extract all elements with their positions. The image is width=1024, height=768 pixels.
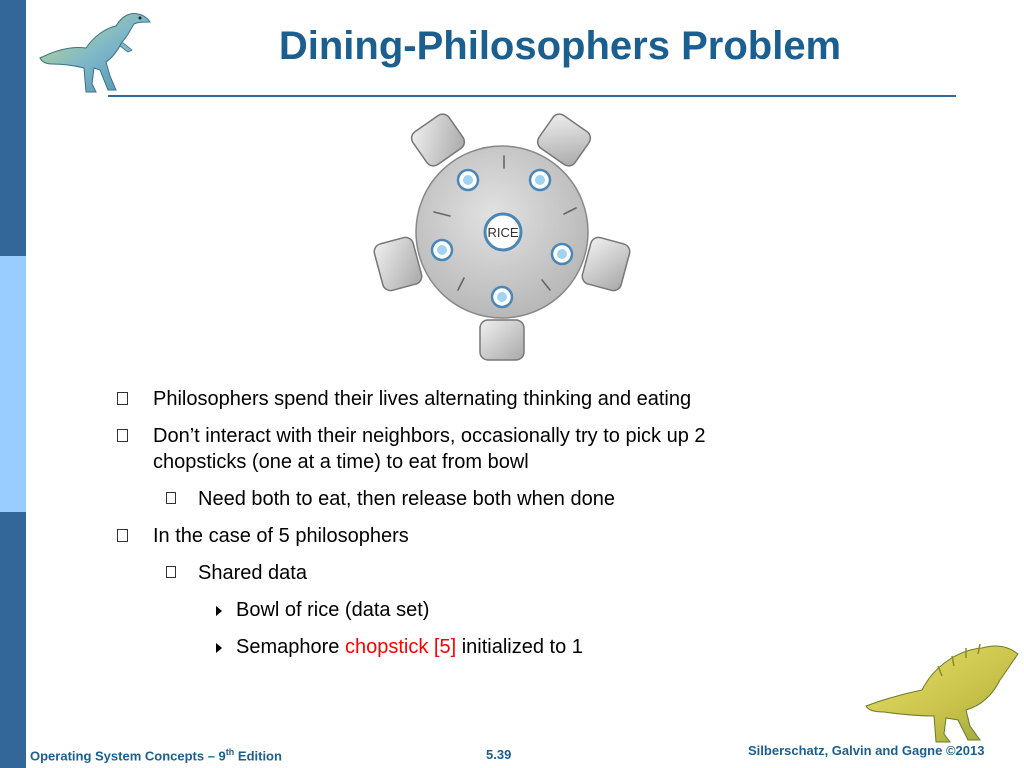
triangle-bullet-icon <box>216 606 222 616</box>
bullet-box-icon <box>117 529 128 542</box>
page-number: 5.39 <box>486 747 512 762</box>
bullet-box-icon <box>117 429 128 442</box>
bullet-text: Don’t interact with their neighbors, occasionally try to pick up 2 <box>153 425 706 447</box>
footer-text: Edition <box>234 748 282 764</box>
chair-right-icon <box>580 236 631 293</box>
bullet-box-icon <box>117 392 128 405</box>
bullet-text: Need both to eat, then release both when done <box>198 488 615 510</box>
bullet-text: Bowl of rice (data set) <box>236 599 430 621</box>
list-item <box>110 523 870 549</box>
slide-title: Dining-Philosophers Problem <box>278 24 842 68</box>
highlight-text: chopstick [5] <box>344 636 457 658</box>
side-bar-middle <box>0 256 26 512</box>
triangle-bullet-icon <box>216 643 222 653</box>
rice-label: RICE <box>487 225 519 240</box>
bullet-text: chopsticks (one at a time) to eat from bowl <box>153 451 529 473</box>
footer-text: Operating System Concepts – 9 <box>30 748 226 764</box>
bullet-box-icon <box>166 566 176 578</box>
chair-left-icon <box>372 236 423 293</box>
list-item <box>110 634 870 660</box>
list-item <box>110 486 870 512</box>
bullet-text: Philosophers spend their lives alternating thinking and eating <box>153 388 692 410</box>
dining-table-diagram <box>372 112 642 367</box>
bullet-list <box>110 386 870 671</box>
dinosaur-footer-icon <box>862 636 1022 746</box>
footer-sup: th <box>225 747 235 757</box>
list-item <box>110 560 870 586</box>
side-bar-bottom <box>0 512 26 768</box>
bullet-text: Semaphore <box>236 636 345 658</box>
bullet-box-icon <box>166 492 176 504</box>
chair-bottom-icon <box>480 320 524 360</box>
side-bar-top <box>0 0 26 256</box>
bullet-text: initialized to 1 <box>456 636 583 658</box>
title-divider <box>108 95 956 97</box>
bullet-text: In the case of 5 philosophers <box>153 525 409 547</box>
bullet-text: Shared data <box>198 562 307 584</box>
list-item <box>110 386 870 412</box>
list-item <box>110 423 870 475</box>
footer-authors: Silberschatz, Galvin and Gagne ©2013 <box>748 743 985 758</box>
footer-book-title <box>30 747 282 763</box>
list-item <box>110 597 870 623</box>
dinosaur-logo-icon <box>36 6 156 96</box>
